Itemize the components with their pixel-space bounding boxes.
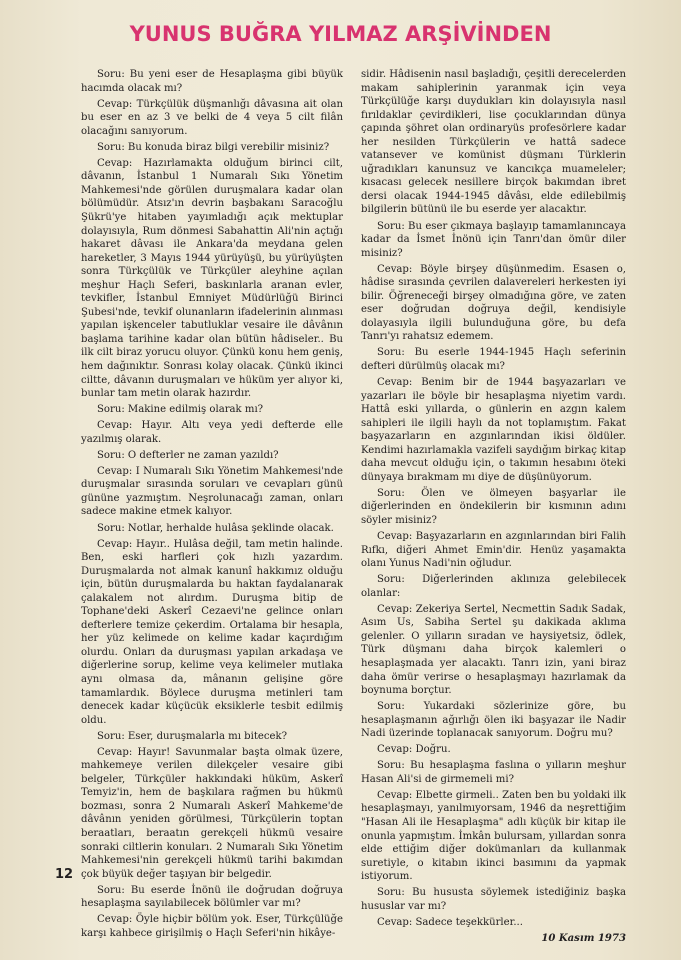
paragraph: Cevap: Hayır.. Hulâsa değil, tam metin halinde. Ben, eski harfleri çok hızlı yazardım. Duruşmalarda not almak kanunî hakkımız olduğu için, bütün duruşmalarda bu haktan faydalanarak çalakalem not alırdım. Duruşma bitip de Tophane'deki Askerî Cezaevi'ne gelince onları defterlere temize çekerdim. Ortalama bir hesapla, her yüz kelimede on kelime kadar kaçırdığım olurdu. Onları da duruşması yapılan arkadaşa ve diğerlerine sorup, kelime veya kelimeler mutlaka aynı olmasa da, mânanın gelişine göre tamamlardık. Böylece duruşma metinleri tam denecek kadar küçücük eksiklerle tesbit edilmiş oldu. (81, 538, 343, 726)
paragraph: sidir. Hâdisenin nasıl başladığı, çeşitli derecelerden makam sahiplerinin yaranmak için veya Türkçülüğe karşı duydukları kin dolayısıyla nasıl fırıldaklar çevirdikleri, lise çocuklarından dünya çapında şöhret olan ordinaryüs profesörlere kadar her nesilden Türkçülerin ve hattâ sadece vatansever ve komünist düşmanı Türklerin uğradıkları kanunsuz ve kancıkça muameleler; kısacası gelecek nesillere birçok bakımdan ibret dersi olacak 1944-1945 dâvâsı, elde edilebilmiş bilgilerin bütünü ile bu eserde yer alacaktır. (361, 69, 626, 216)
paragraph: Cevap: Doğru. (377, 744, 451, 756)
paragraph: Soru: Diğerlerinden aklınıza gelebilecek olanlar: (361, 574, 626, 599)
paragraph: Soru: Makine edilmiş olarak mı? (97, 404, 264, 416)
paragraph: Soru: Bu eserle 1944-1945 Haçlı seferinin defteri dürülmüş olacak mı? (361, 347, 626, 372)
left-text-column (81, 68, 343, 943)
paragraph: Cevap: Hayır! Savunmalar başta olmak üzere, mahkemeye verilen dilekçeler vesaire gibi belgeler, Türkçüler hakkındaki hüküm, Askerî Temyiz'in, hem de başkılara rağmen bu hükmü bozması, sonra 2 Numaralı Askerî Mahkeme'de dâvânın yeniden görülmesi, Türkçülerin toptan beraatları, beraatın gerekçeli hükmü vesaire sonraki ciltlerin konuları. 2 Numaralı Sıkı Yönetim Mahkemesi'nin gerekçeli hükmü tarihi bakımdan çok büyük değer taşıyan bir belgedir. (81, 746, 343, 880)
paragraph: Cevap: Elbette girmeli.. Zaten ben bu yoldaki ilk hesaplaşmayı, yanılmıyorsam, 1946 da neşrettiğim "Hasan Ali ile Hesaplaşma" adlı küçük bir kitap ile onunla yapmıştım. İmkân bulursam, yıllardan sonra elde ettiğim diğer dokümanları da kullanmak suretiyle, o kitabın ikinci basımını da yapmak istiyorum. (361, 789, 626, 883)
paragraph: Soru: Bu eser çıkmaya başlayıp tamamlanıncaya kadar da İsmet İnönü için Tanrı'dan ömür diler misiniz? (361, 220, 626, 259)
paragraph: Soru: Bu konuda biraz bilgi verebilir misiniz? (97, 141, 330, 153)
right-text-column (361, 68, 626, 948)
paragraph: Soru: Bu yeni eser de Hesaplaşma gibi büyük hacımda olacak mı? (81, 69, 343, 94)
paragraph: Cevap: Başyazarların en azgınlarından biri Falih Rıfkı, diğeri Ahmet Emin'dir. Henüz yaşamakta olanı Yunus Nadi'nin oğludur. (361, 531, 626, 570)
paragraph: Soru: Bu hesaplaşma faslına o yılların meşhur Hasan Ali'si de girmemeli mi? (361, 760, 626, 785)
paragraph: Cevap: Hayır. Altı veya yedi defterde elle yazılmış olarak. (81, 420, 343, 445)
paragraph: Cevap: I Numaralı Sıkı Yönetim Mahkemesi'nde duruşmalar sırasında soruları ve cevapları günü gününe yazmıştım. Neşrolunacağı zaman, onları sadece makine etmek kalıyor. (81, 465, 343, 518)
paragraph: Cevap: Böyle birşey düşünmedim. Esasen o, hâdise sırasında çevrilen dalavereleri herkesten iyi bilir. Öğreneceği birşey olmadığına göre, ve zaten eser doğrudan doğruya değil, kendisiyle dolayasıyla ilgili bulunduğuna göre, bu defa Tanrı'yı rahatsız edemem. (361, 263, 626, 343)
paragraph: Soru: Bu hususta söylemek istediğiniz başka hususlar var mı? (361, 887, 626, 912)
signature-date: 10 Kasım 1973 (541, 932, 626, 944)
paragraph: Cevap: Hazırlamakta olduğum birinci cilt, dâvanın, İstanbul 1 Numaralı Sıkı Yönetim Mahkemesi'nde görülen duruşmalara kadar olan bölümüdür. Atsız'ın devrin başbakanı Saracoğlu Şükrü'ye hitaben yayımladığı açık mektuplar dolayısıyla, Rum dönmesi Sabahattin Ali'nin açtığı hakaret dâvası ile Ankara'da meydana gelen hareketler, 3 Mayıs 1944 yürüyüşü, bu yürüyüşten sonra Türkçülük ve Türkçüler aleyhine açılan meşhur Haçlı Seferi, baskınlarla aranan evler, tevkifler, İstanbul Emniyet Müdürlüğü Birinci Şubesi'nde, tevkif olunanların ifadelerinin alınması yapılan işkenceler tabutluklar vesaire ile dâvânın başlama tarihine kadar olan bütün hâdiseler.. Bu ilk cilt biraz yorucu oluyor. Çünkü konu hem geniş, hem dağınıktır. Sonrası kolay olacak. Çünkü ikinci ciltte, dâvanın duruşmaları ve hüküm yer alıyor ki, bunlar tam metin olarak hazırdır. (81, 157, 343, 400)
archive-header-title: YUNUS BUĞRA YILMAZ ARŞİVİNDEN (129, 22, 552, 46)
paragraph: Soru: Eser, duruşmalarla mı bitecek? (97, 730, 288, 742)
paragraph: Soru: O defterler ne zaman yazıldı? (97, 449, 279, 461)
paragraph: Cevap: Zekeriya Sertel, Necmettin Sadık Sadak, Asım Us, Sabiha Sertel şu dakikada aklıma gelenler. O yılların sıradan ve haysiyetsiz, ödlek, Türk düşmanı daha birçok kalemleri o hesaplaşmada yer alacaktı. Tanrı izin, yani biraz daha ömür verirse o hesaplaşmayı hazırlamak da boynuma borçtur. (361, 603, 626, 697)
page-number: 12 (55, 867, 74, 882)
paragraph: Soru: Ölen ve ölmeyen başyarlar ile diğerlerinden en öndekilerin bir kısmının adını söyler misiniz? (361, 487, 626, 526)
paragraph: Cevap: Öyle hiçbir bölüm yok. Eser, Türkçülüğe karşı kahbece girişilmiş o Haçlı Seferi'nin hikâye- (81, 914, 343, 939)
paragraph: Cevap: Türkçülük düşmanlığı dâvasına ait olan bu eser en az 3 ve belki de 4 veya 5 cilt filân olacağını sanıyorum. (81, 98, 343, 137)
paragraph: Cevap: Sadece teşekkürler... (377, 916, 523, 928)
paragraph: Soru: Bu eserde İnönü ile doğrudan doğruya hesaplaşma sayılabilecek bölümler var mı? (81, 884, 343, 910)
paragraph: Soru: Yukardaki sözlerinize göre, bu hesaplaşmanın ağırlığı ölen iki başyazar ile Nadir Nadi üzerinde toplanacak sanıyorum. Doğru mu? (361, 701, 626, 740)
paragraph: Soru: Notlar, herhalde hulâsa şeklinde olacak. (97, 522, 334, 534)
paragraph: Cevap: Benim bir de 1944 başyazarları ve yazarları ile böyle bir hesaplaşma niyetim vardı. Hattâ eski yıllarda, o günlerin en azgın kalem sahipleri ile ilgili haylı da not toplamıştım. Fakat başyazarların en azgınlarından ikisi öldüler. Kendimi hazırlamakla vazifeli saydığım birkaç kitap daha mevcut olduğu için, o takımın hesabını öteki dünyaya bırakmam mı diye de düşünüyorum. (361, 377, 626, 483)
